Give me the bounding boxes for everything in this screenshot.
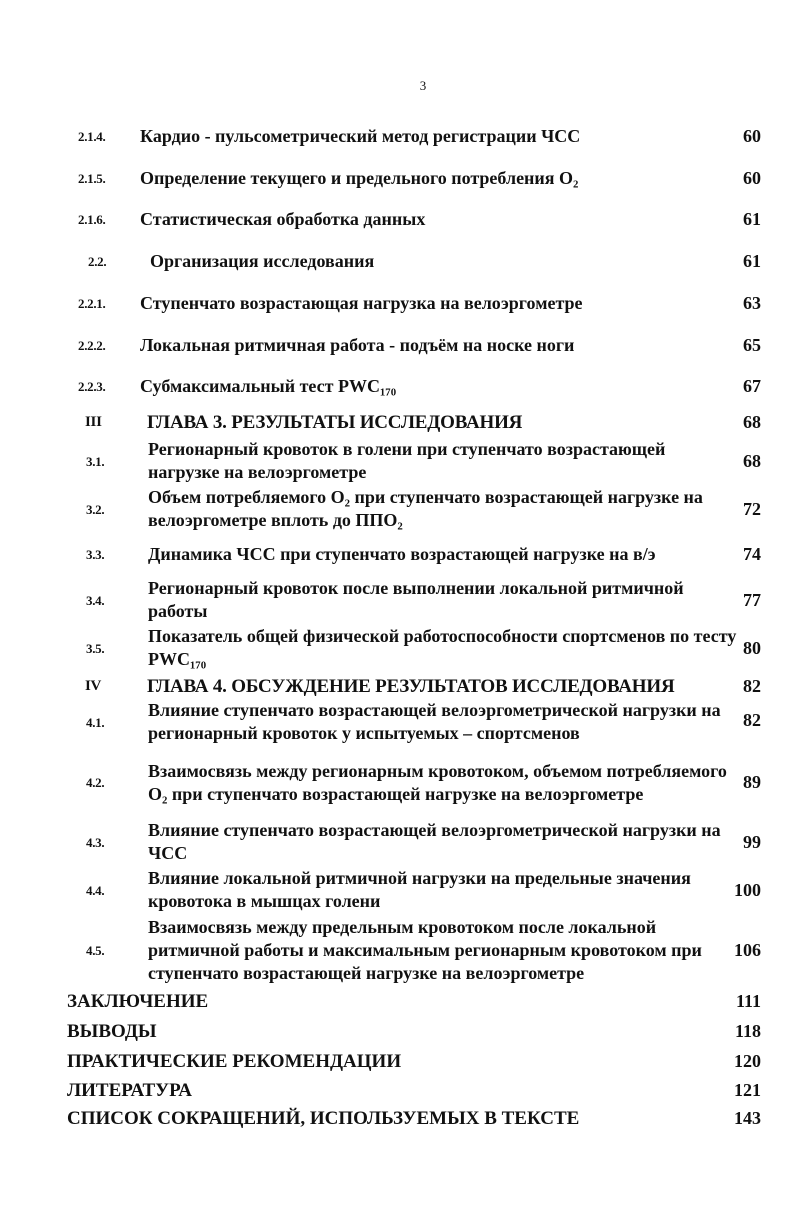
entry-page: 143 xyxy=(734,1108,761,1128)
toc-entry xyxy=(0,375,799,398)
entry-title: Кардио - пульсометрический метод регистрации ЧСС xyxy=(140,126,581,146)
entry-page: 72 xyxy=(743,498,761,519)
entry-page: 67 xyxy=(743,376,761,396)
toc-entry xyxy=(0,748,799,817)
page-number: 3 xyxy=(419,78,427,93)
entry-page: 77 xyxy=(743,589,761,610)
entry-page: 121 xyxy=(734,1080,761,1100)
entry-number: 2.1.5. xyxy=(78,171,106,186)
entry-number: 3.1. xyxy=(86,453,105,469)
toc-entry xyxy=(0,916,799,985)
entry-number: 3.5. xyxy=(86,640,105,656)
entry-number: 2.2.2. xyxy=(78,338,106,353)
toc-entry xyxy=(0,867,799,913)
entry-page: 99 xyxy=(743,831,761,852)
entry-number: 4.3. xyxy=(86,834,105,850)
entry-title: Определение текущего и предельного потребления O₂ xyxy=(140,168,579,188)
toc-entry xyxy=(0,577,799,623)
toc-entry xyxy=(0,543,799,566)
toc-entry xyxy=(0,167,799,190)
entry-title: Статистическая обработка данных xyxy=(140,209,426,229)
entry-number: 4.4. xyxy=(86,882,105,898)
entry-title: ВЫВОДЫ xyxy=(67,1021,157,1042)
entry-page: 118 xyxy=(734,1021,761,1041)
entry-title: ЗАКЛЮЧЕНИЕ xyxy=(67,991,209,1012)
entry-title: Влияние локальной ритмичной нагрузки на предельные значения кровотока в мышцах голени xyxy=(148,868,691,911)
entry-title: СПИСОК СОКРАЩЕНИЙ, ИСПОЛЬЗУЕМЫХ В ТЕКСТЕ xyxy=(67,1108,580,1129)
entry-title: ЛИТЕРАТУРА xyxy=(67,1080,193,1101)
entry-title: ГЛАВА 3. РЕЗУЛЬТАТЫ ИССЛЕДОВАНИЯ xyxy=(147,411,523,433)
toc-section-entry xyxy=(0,1049,799,1074)
toc-section-entry xyxy=(0,1106,799,1131)
entry-title: Взаимосвязь между предельным кровотоком после локальной ритмичной работы и максимальным регионарным кровотоком при ступенчато возрастающей нагрузке на велоэргометре xyxy=(148,917,702,983)
entry-title: Ступенчато возрастающая нагрузка на велоэргометре xyxy=(140,293,583,313)
entry-page: 61 xyxy=(743,251,761,271)
entry-title: Динамика ЧСС при ступенчато возрастающей нагрузке на в/э xyxy=(148,544,656,564)
entry-page: 82 xyxy=(743,675,761,696)
toc-entry xyxy=(0,486,799,532)
toc-entry xyxy=(0,125,799,148)
toc-entry xyxy=(0,292,799,315)
entry-page: 60 xyxy=(743,126,761,146)
entry-title: Организация исследования xyxy=(150,251,375,271)
toc-chapter-entry xyxy=(0,674,799,698)
entry-page: 80 xyxy=(743,637,761,658)
entry-page: 74 xyxy=(743,544,761,564)
entry-title: Субмаксимальный тест PWC₁₇₀ xyxy=(140,376,397,396)
entry-number: 4.1. xyxy=(86,715,105,730)
entry-page: 120 xyxy=(734,1051,761,1071)
entry-title: ГЛАВА 4. ОБСУЖДЕНИЕ РЕЗУЛЬТАТОВ ИССЛЕДОВАНИЯ xyxy=(147,675,675,697)
entry-page: 68 xyxy=(743,411,761,432)
toc-entry xyxy=(0,625,799,671)
entry-number: 3.3. xyxy=(86,547,105,562)
entry-page: 61 xyxy=(743,209,761,229)
toc-section-entry xyxy=(0,1019,799,1044)
entry-title: Влияние ступенчато возрастающей велоэргометрической нагрузки на регионарный кровоток у испытуемых – спортсменов xyxy=(148,700,721,743)
entry-number: 2.1.4. xyxy=(78,129,106,144)
entry-number: 2.1.6. xyxy=(78,212,106,227)
entry-number: 2.2.1. xyxy=(78,296,106,311)
entry-title: Показатель общей физической работоспособности спортсменов по тесту PWC₁₇₀ xyxy=(148,626,737,669)
entry-number: 3.4. xyxy=(86,592,105,608)
entry-title: Регионарный кровоток после выполнении локальной ритмичной работы xyxy=(148,578,684,621)
entry-title: Локальная ритмичная работа - подъём на носке ноги xyxy=(140,335,575,355)
entry-title: Взаимосвязь между регионарным кровотоком, объемом потребляемого O₂ при ступенчато возрастающей нагрузке на велоэргометре xyxy=(148,760,727,804)
toc-chapter-entry xyxy=(0,410,799,434)
toc-section-entry xyxy=(0,989,799,1014)
entry-page: 60 xyxy=(743,168,761,188)
entry-number: 4.5. xyxy=(86,943,105,958)
entry-title: Регионарный кровоток в голени при ступенчато возрастающей нагрузке на велоэргометре xyxy=(148,439,666,482)
entry-number: 2.2. xyxy=(88,254,107,269)
entry-page: 106 xyxy=(734,940,761,960)
entry-title: Объем потребляемого O₂ при ступенчато возрастающей нагрузке на велоэргометре вплоть до ППО₂ xyxy=(148,487,703,530)
toc-entry xyxy=(0,438,799,484)
toc-entry xyxy=(0,334,799,357)
toc-entry xyxy=(0,819,799,865)
entry-number: 2.2.3. xyxy=(78,379,106,394)
entry-page: 63 xyxy=(743,293,761,313)
entry-page: 89 xyxy=(743,772,761,792)
toc-section-entry xyxy=(0,1078,799,1103)
entry-number: 3.2. xyxy=(86,501,105,517)
toc-entry xyxy=(0,699,799,745)
entry-page: 65 xyxy=(743,335,761,355)
toc-entry xyxy=(0,208,799,231)
entry-number: III xyxy=(85,413,102,430)
entry-page: 82 xyxy=(743,710,761,730)
toc-entry xyxy=(0,250,799,273)
entry-title: ПРАКТИЧЕСКИЕ РЕКОМЕНДАЦИИ xyxy=(67,1051,402,1072)
entry-page: 111 xyxy=(735,991,761,1011)
entry-title: Влияние ступенчато возрастающей велоэргометрической нагрузки на ЧСС xyxy=(148,820,721,863)
entry-page: 68 xyxy=(743,450,761,471)
entry-number: IV xyxy=(85,677,102,694)
entry-page: 100 xyxy=(734,879,761,900)
entry-number: 4.2. xyxy=(86,775,105,790)
